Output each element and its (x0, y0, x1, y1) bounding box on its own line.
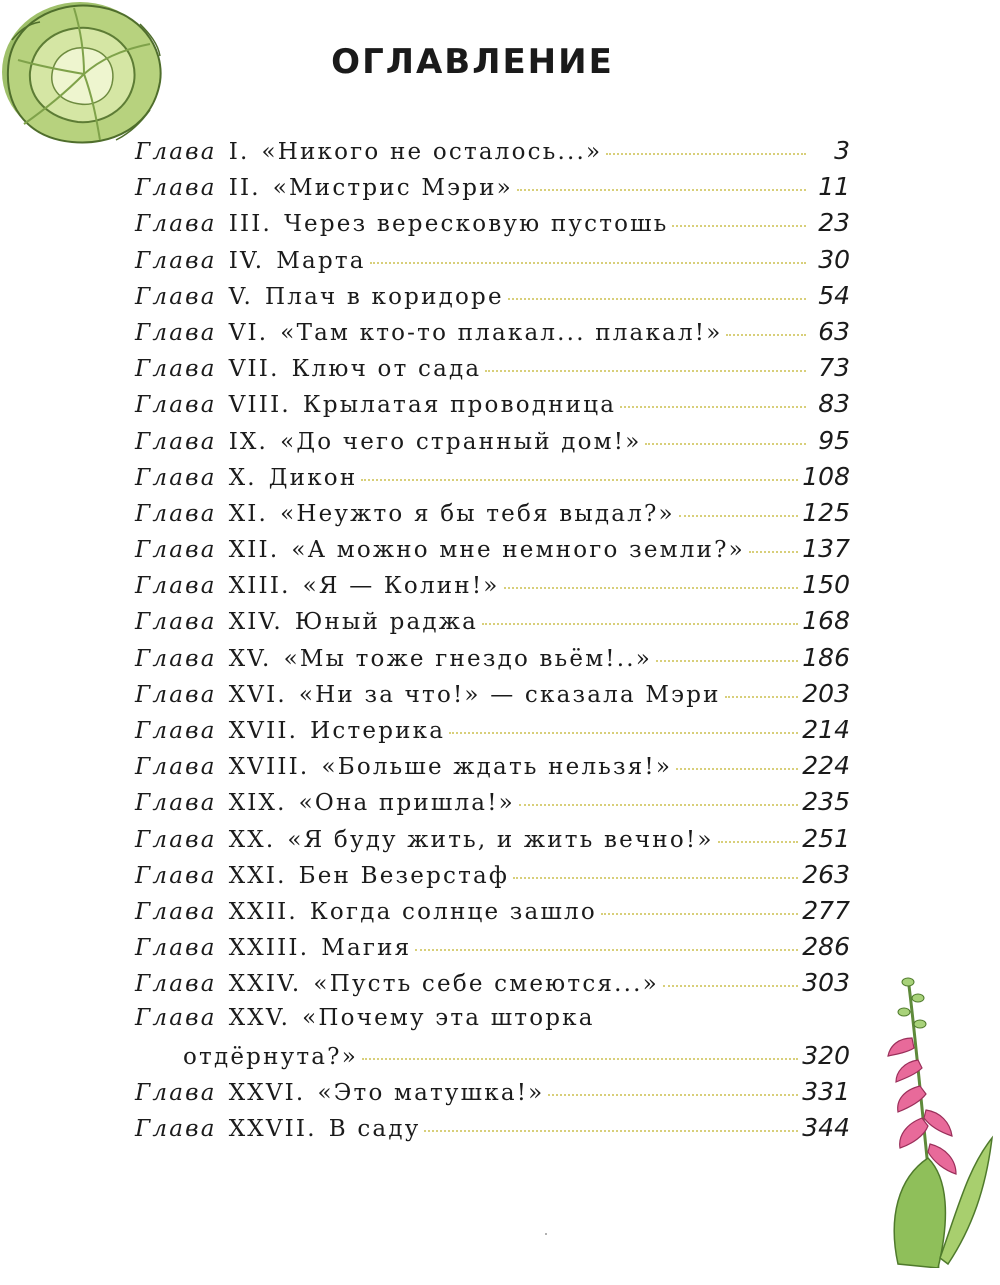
chapter-number: XIII. (228, 573, 291, 600)
dot-leader (370, 262, 806, 264)
chapter-number: XXVII. (228, 1116, 317, 1143)
toc-entry (135, 932, 850, 968)
chapter-word: Глава (135, 826, 217, 853)
chapter-title-continued: отдёрнута?» (183, 1043, 358, 1070)
page-title: ОГЛАВЛЕНИЕ (331, 42, 614, 82)
chapter-number: XIV. (228, 609, 283, 636)
page-number: 303 (802, 968, 850, 998)
page-number: 63 (818, 316, 850, 346)
toc-line (135, 751, 850, 787)
dot-leader (519, 804, 798, 806)
chapter-number: IV. (228, 247, 265, 274)
chapter-word: Глава (135, 1079, 217, 1106)
chapter-number: XVI. (228, 681, 287, 708)
chapter-title: «Мистрис Мэри» (272, 175, 513, 202)
toc-line (135, 426, 850, 462)
toc-line (135, 787, 850, 823)
dot-leader (449, 732, 798, 734)
chapter-title: «Она пришла!» (298, 790, 515, 817)
foxglove-illustration (868, 968, 996, 1268)
toc-line (135, 679, 850, 715)
dot-leader (415, 949, 798, 951)
chapter-number: X. (228, 464, 257, 491)
toc-entry (135, 824, 850, 860)
toc-entry (135, 208, 850, 244)
toc-entry (135, 317, 850, 353)
page-number: 125 (802, 497, 850, 527)
chapter-title: «Ни за что!» — сказала Мэри (298, 681, 721, 708)
toc-line (135, 606, 850, 642)
toc-line (135, 389, 850, 425)
chapter-title: Юный раджа (294, 609, 479, 636)
chapter-title: Через вересковую пустошь (284, 211, 669, 238)
toc-entry (135, 1005, 850, 1077)
toc-entry (135, 968, 850, 1004)
dot-leader (485, 370, 806, 372)
page-number: 83 (818, 389, 850, 419)
chapter-title: Дикон (268, 464, 358, 491)
page-number: 320 (802, 1040, 850, 1070)
dot-leader (517, 189, 806, 191)
dot-leader (672, 225, 806, 227)
toc-line (135, 136, 850, 172)
toc-entry (135, 172, 850, 208)
chapter-number: VIII. (228, 392, 291, 419)
chapter-word: Глава (135, 573, 217, 600)
chapter-title: «Это матушка!» (317, 1079, 545, 1106)
chapter-title: «Больше ждать нельзя!» (321, 754, 673, 781)
chapter-word: Глава (135, 500, 217, 527)
dot-leader (601, 913, 798, 915)
chapter-number: IX. (228, 428, 269, 455)
toc-entry (135, 462, 850, 498)
toc-entry (135, 715, 850, 751)
page-number: 214 (802, 715, 850, 744)
chapter-word: Глава (135, 790, 217, 817)
page-number: 186 (802, 642, 850, 672)
toc-line (135, 932, 850, 968)
dot-leader (620, 406, 806, 408)
chapter-number: XI. (228, 500, 269, 527)
toc-line (135, 570, 850, 606)
toc-line (135, 534, 850, 570)
toc-entry (135, 751, 850, 787)
chapter-number: XXIII. (228, 935, 310, 962)
page-number: 263 (802, 859, 850, 889)
chapter-title: «А можно мне немного земли?» (291, 537, 745, 564)
toc-line (135, 1077, 850, 1113)
chapter-title: Магия (321, 935, 412, 962)
dot-leader (663, 985, 798, 987)
chapter-title: Истерика (310, 718, 446, 744)
toc-line (135, 245, 850, 281)
toc-entry (135, 570, 850, 606)
toc-line (135, 643, 850, 679)
chapter-word: Глава (135, 319, 217, 346)
page-number: 150 (802, 570, 850, 600)
page-number: 235 (802, 787, 850, 817)
toc-line (135, 715, 850, 751)
page-number: 203 (802, 678, 850, 708)
chapter-title: «Я — Колин!» (302, 573, 500, 600)
chapter-word: Глава (135, 1004, 217, 1031)
chapter-number: III. (228, 211, 273, 238)
chapter-word: Глава (135, 862, 217, 889)
toc-entry (135, 389, 850, 425)
dot-leader (676, 768, 798, 770)
chapter-word: Глава (135, 139, 217, 165)
toc-entry (135, 896, 850, 932)
dot-leader (508, 298, 806, 300)
toc-entry (135, 643, 850, 679)
toc-entry (135, 860, 850, 896)
chapter-title: Бен Везерстаф (298, 862, 510, 889)
toc-entry (135, 1113, 850, 1149)
toc-entry (135, 1077, 850, 1113)
page-number: 286 (802, 932, 850, 962)
chapter-word: Глава (135, 681, 217, 708)
page-number: 23 (818, 208, 850, 238)
dot-leader (361, 479, 798, 481)
chapter-title: «Мы тоже гнездо вьём!..» (283, 645, 653, 672)
page-number: 3 (834, 136, 850, 165)
chapter-title: Ключ от сада (291, 356, 482, 383)
dot-leader (749, 551, 798, 553)
page-number: 224 (802, 751, 850, 781)
toc-entry (135, 679, 850, 715)
dot-leader (645, 443, 806, 445)
toc-line (135, 462, 850, 498)
toc-line (135, 896, 850, 932)
toc-line (135, 860, 850, 896)
dot-leader (548, 1094, 798, 1096)
chapter-word: Глава (135, 898, 217, 925)
dot-leader (362, 1058, 798, 1060)
toc-line (135, 281, 850, 317)
chapter-title: «Почему эта шторка (302, 1004, 595, 1031)
page-number: 137 (802, 534, 850, 564)
chapter-word: Глава (135, 935, 217, 962)
page-mark (545, 1233, 547, 1235)
chapter-word: Глава (135, 464, 217, 491)
chapter-word: Глава (135, 718, 217, 744)
dot-leader (606, 153, 806, 155)
toc-line (135, 172, 850, 208)
chapter-number: XX. (228, 826, 276, 853)
chapter-word: Глава (135, 175, 217, 202)
page-number: 251 (802, 823, 850, 853)
page-number: 168 (802, 606, 850, 636)
page-number: 54 (818, 280, 850, 310)
chapter-title: Крылатая проводница (302, 392, 617, 419)
page-number: 108 (802, 461, 850, 491)
chapter-number: XXV. (228, 1004, 291, 1031)
page-number: 73 (818, 353, 850, 383)
toc-entry (135, 534, 850, 570)
toc-line (135, 208, 850, 244)
toc-line (135, 968, 850, 1004)
chapter-word: Глава (135, 211, 217, 238)
dot-leader (718, 841, 799, 843)
toc-entry (135, 426, 850, 462)
page-number: 344 (802, 1113, 850, 1143)
toc-line-continued (135, 1041, 850, 1077)
chapter-word: Глава (135, 645, 217, 672)
chapter-word: Глава (135, 392, 217, 419)
chapter-number: II. (228, 175, 261, 202)
chapter-word: Глава (135, 1116, 217, 1143)
toc-entry (135, 245, 850, 281)
table-of-contents (135, 136, 850, 1149)
toc-line (135, 317, 850, 353)
toc-entry (135, 281, 850, 317)
chapter-number: V. (228, 283, 253, 310)
dot-leader (726, 334, 806, 336)
chapter-title: «Там кто-то плакал... плакал!» (280, 319, 723, 346)
dot-leader (504, 587, 799, 589)
chapter-word: Глава (135, 971, 217, 998)
chapter-title: Когда солнце зашло (309, 898, 597, 925)
chapter-number: XII. (228, 537, 280, 564)
chapter-title: «Я буду жить, и жить вечно!» (287, 826, 714, 853)
toc-line (135, 1113, 850, 1149)
chapter-title: «Неужто я бы тебя выдал?» (280, 500, 675, 527)
toc-entry (135, 498, 850, 534)
dot-leader (656, 660, 798, 662)
toc-entry (135, 606, 850, 642)
toc-line (135, 498, 850, 534)
page-number: 331 (802, 1076, 850, 1106)
chapter-title: В саду (328, 1116, 421, 1143)
chapter-number: VI. (228, 319, 269, 346)
toc-line (135, 824, 850, 860)
chapter-number: XIX. (228, 790, 287, 817)
page-number: 11 (818, 172, 850, 202)
chapter-number: XVIII. (228, 754, 310, 781)
chapter-number: XXIV. (228, 971, 302, 998)
chapter-word: Глава (135, 283, 217, 310)
toc-line (135, 1005, 850, 1041)
chapter-number: I. (228, 139, 250, 165)
chapter-title: «Никого не осталось...» (261, 139, 603, 165)
chapter-number: XXII. (228, 898, 298, 925)
chapter-title: «Пусть себе смеются...» (313, 971, 659, 998)
chapter-word: Глава (135, 609, 217, 636)
dot-leader (482, 623, 798, 625)
chapter-word: Глава (135, 428, 217, 455)
chapter-word: Глава (135, 754, 217, 781)
chapter-word: Глава (135, 356, 217, 383)
toc-entry (135, 353, 850, 389)
chapter-number: VII. (228, 356, 280, 383)
chapter-number: XXVI. (228, 1079, 306, 1106)
toc-entry (135, 787, 850, 823)
chapter-word: Глава (135, 247, 217, 274)
chapter-title: Марта (276, 247, 366, 274)
chapter-title: «До чего странный дом!» (280, 428, 642, 455)
dot-leader (725, 696, 799, 698)
chapter-title: Плач в коридоре (265, 283, 504, 310)
chapter-number: XVII. (228, 718, 299, 744)
page-number: 95 (818, 425, 850, 455)
dot-leader (424, 1130, 798, 1132)
page-number: 30 (818, 244, 850, 274)
toc-entry (135, 136, 850, 172)
toc-line (135, 353, 850, 389)
dot-leader (679, 515, 798, 517)
page-number: 277 (802, 895, 850, 925)
chapter-number: XXI. (228, 862, 287, 889)
chapter-word: Глава (135, 537, 217, 564)
dot-leader (513, 877, 798, 879)
chapter-number: XV. (228, 645, 272, 672)
